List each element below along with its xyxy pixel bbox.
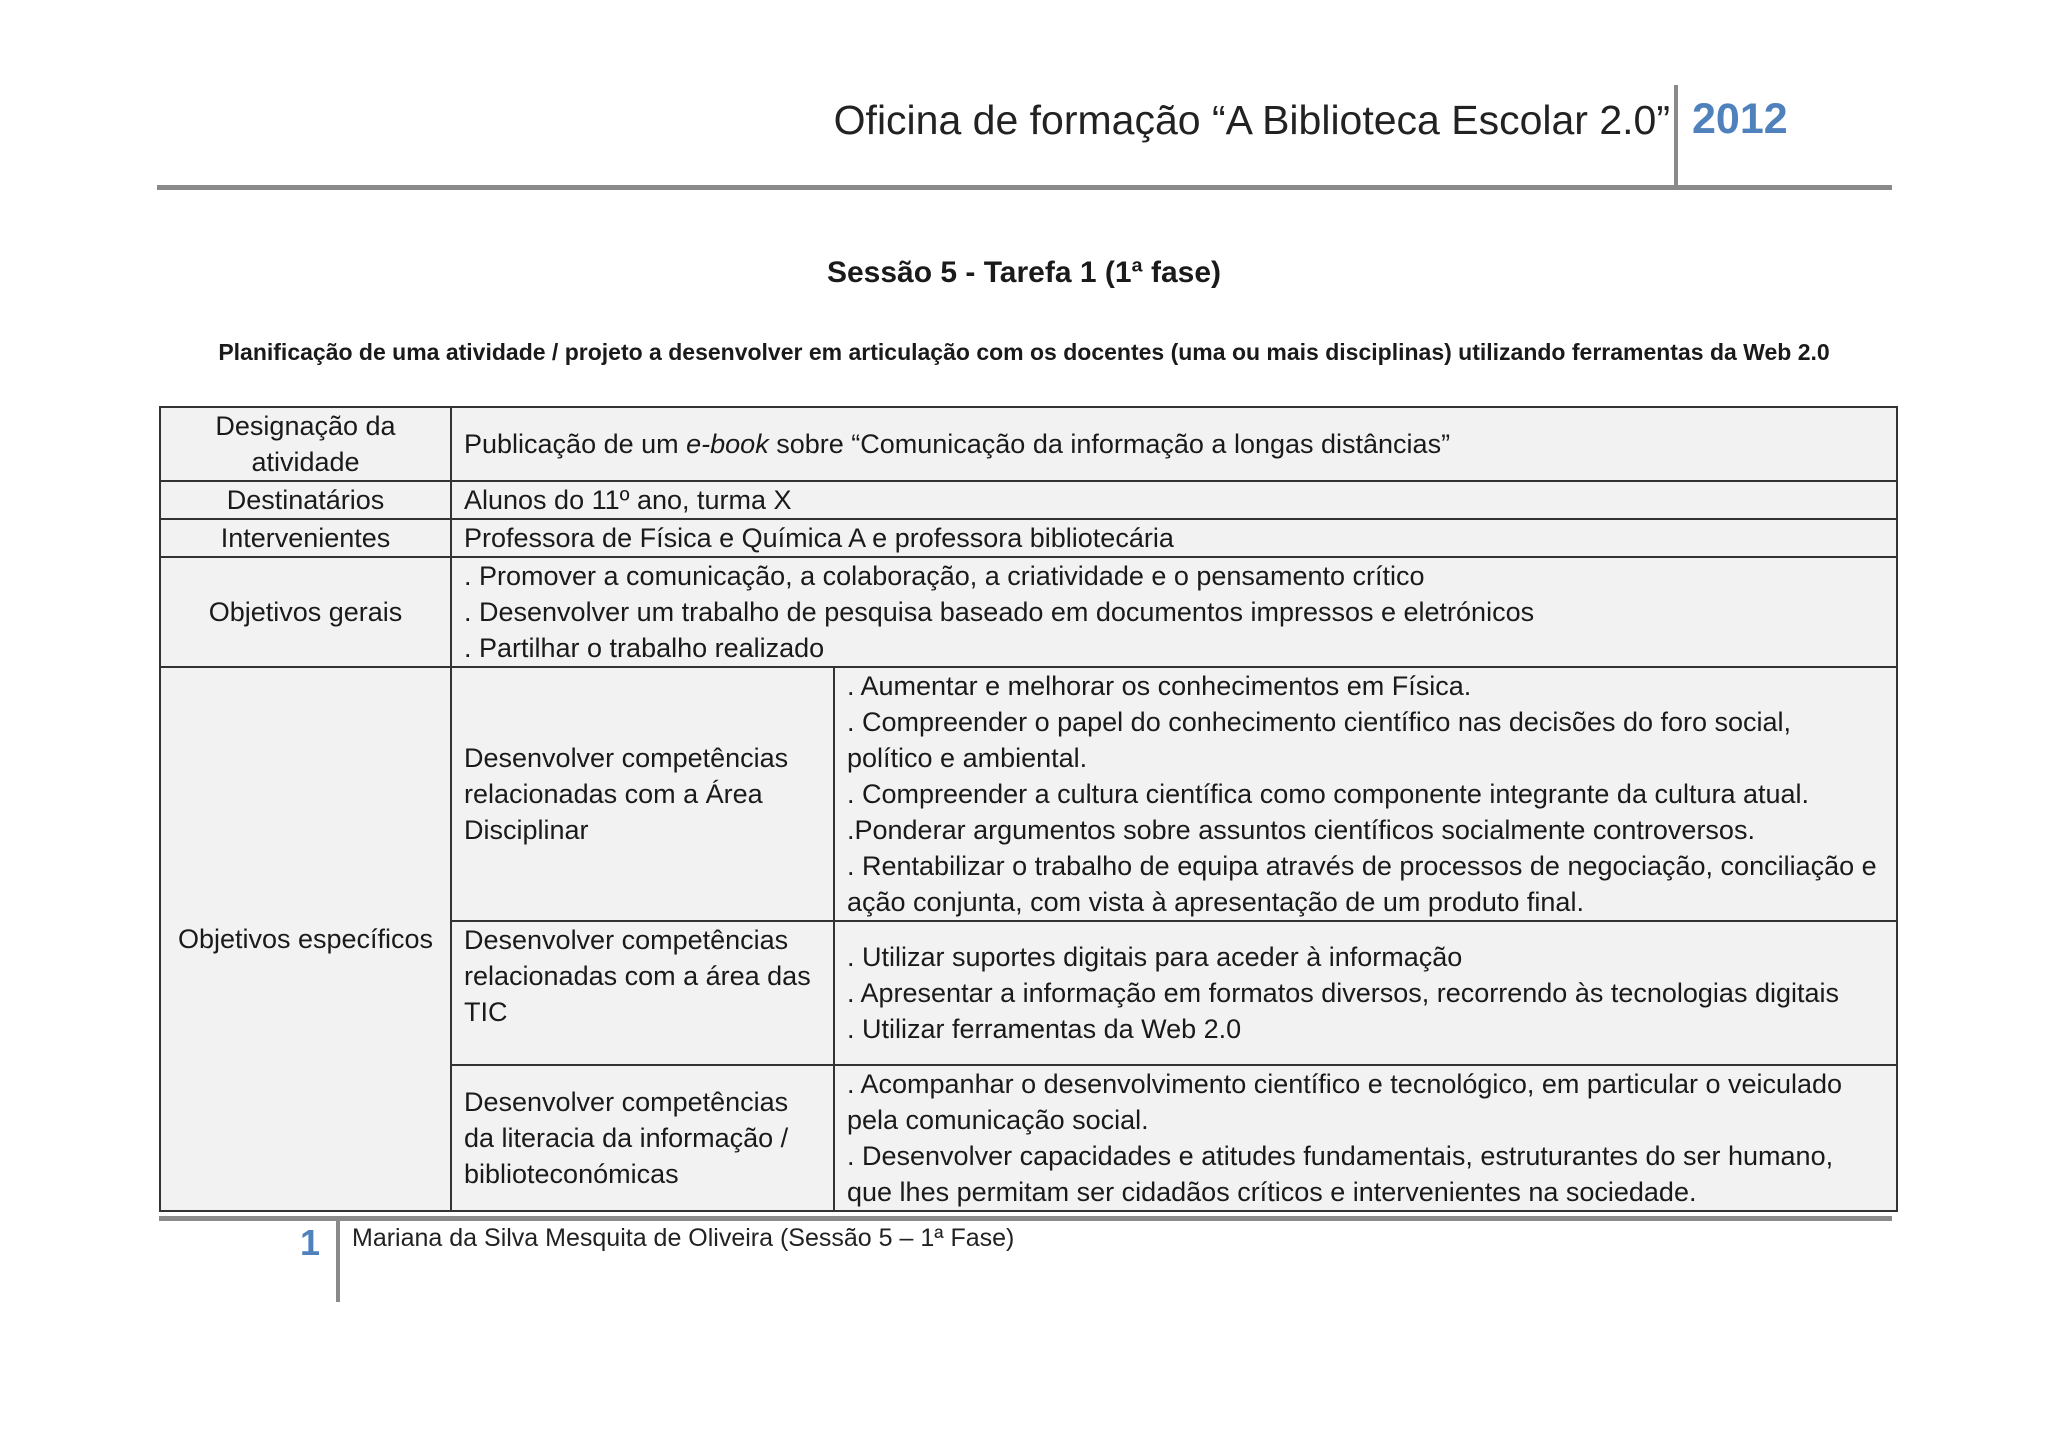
footer-rule [159, 1216, 1892, 1221]
table-row-objetivos-gerais [160, 557, 1897, 667]
planning-table [159, 406, 1898, 1212]
competencia-literacia: Desenvolver competências da literacia da informação / biblioteconómicas [451, 1065, 834, 1211]
designacao-italic: e-book [686, 429, 769, 459]
list-item: . Apresentar a informação em formatos diversos, recorrendo às tecnologias digitais [847, 978, 1839, 1008]
list-item: . Aumentar e melhorar os conhecimentos em Física. [847, 671, 1472, 701]
list-item: . Utilizar suportes digitais para aceder à informação [847, 942, 1463, 972]
header-rule [157, 185, 1892, 190]
list-item: . Rentabilizar o trabalho de equipa através de processos de negociação, conciliação e ação conjunta, com vista à apresentação de um produto final. [847, 851, 1877, 917]
list-item: . Partilhar o trabalho realizado [464, 633, 825, 663]
label-objetivos-especificos: Objetivos específicos [160, 667, 451, 1211]
label-objetivos-gerais: Objetivos gerais [160, 557, 451, 667]
table-row-designacao [160, 407, 1897, 481]
table-row-destinatarios [160, 481, 1897, 519]
session-title: Sessão 5 - Tarefa 1 (1ª fase) [826, 256, 1222, 289]
list-item: . Acompanhar o desenvolvimento científico e tecnológico, em particular o veiculado pela comunicação social. [847, 1069, 1843, 1135]
competencia-disciplinar: Desenvolver competências relacionadas com a Área Disciplinar [451, 667, 834, 921]
designacao-prefix: Publicação de um [464, 429, 687, 459]
page-header [0, 85, 2048, 190]
header-title: Oficina de formação “A Biblioteca Escolar 2.0” [833, 97, 1670, 143]
footer-author: Mariana da Silva Mesquita de Oliveira (Sessão 5 – 1ª Fase) [352, 1224, 1015, 1252]
list-item: . Desenvolver capacidades e atitudes fundamentais, estruturantes do ser humano, que lhes permitam ser cidadãos críticos e intervenientes na sociedade. [847, 1141, 1834, 1207]
items-tic [834, 921, 1897, 1065]
competencia-tic: Desenvolver competências relacionadas com a área das TIC [451, 921, 834, 1065]
footer-divider [336, 1216, 340, 1302]
items-literacia [834, 1065, 1897, 1211]
list-item: . Utilizar ferramentas da Web 2.0 [847, 1014, 1242, 1044]
value-objetivos-gerais [451, 557, 1897, 667]
table-row-intervenientes [160, 519, 1897, 557]
list-item: . Desenvolver um trabalho de pesquisa baseado em documentos impressos e eletrónicos [464, 597, 1535, 627]
list-item: .Ponderar argumentos sobre assuntos científicos socialmente controversos. [847, 815, 1755, 845]
value-destinatarios: Alunos do 11º ano, turma X [451, 481, 1897, 519]
label-designacao: Designação da atividade [160, 407, 451, 481]
label-destinatarios: Destinatários [160, 481, 451, 519]
table-row-especificos-disciplinar [160, 667, 1897, 921]
page-number: 1 [300, 1222, 321, 1263]
header-divider [1674, 85, 1678, 188]
value-designacao [451, 407, 1897, 481]
designacao-suffix: sobre “Comunicação da informação a longas distâncias” [768, 429, 1451, 459]
header-year: 2012 [1692, 95, 1788, 143]
value-intervenientes: Professora de Física e Química A e professora bibliotecária [451, 519, 1897, 557]
list-item: . Promover a comunicação, a colaboração, a criatividade e o pensamento crítico [464, 561, 1425, 591]
list-item: . Compreender o papel do conhecimento científico nas decisões do foro social, político e ambiental. [847, 707, 1792, 773]
label-intervenientes: Intervenientes [160, 519, 451, 557]
document-subtitle: Planificação de uma atividade / projeto a desenvolver em articulação com os docentes (uma ou mais disciplinas) utilizando ferramentas da Web 2.0 [218, 339, 1830, 365]
list-item: . Compreender a cultura científica como componente integrante da cultura atual. [847, 779, 1810, 809]
items-disciplinar [834, 667, 1897, 921]
